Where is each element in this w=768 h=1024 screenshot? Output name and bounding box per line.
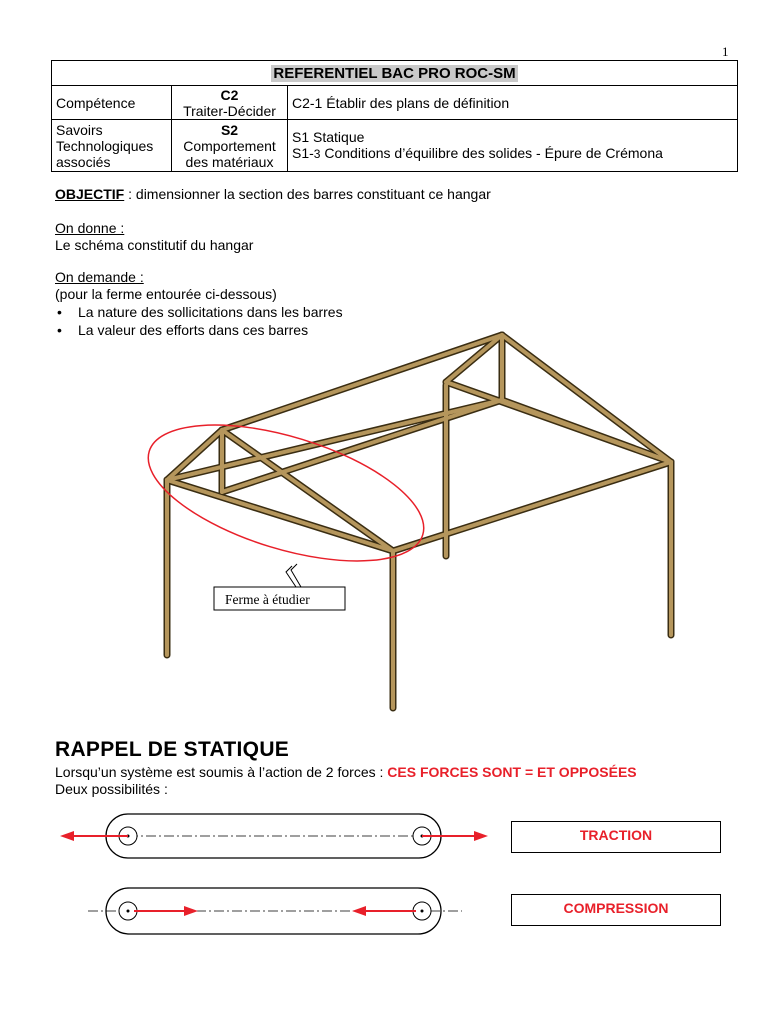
arrow-left-icon [60,831,74,841]
on-demande: On demande : (pour la ferme entourée ci-dessous) [55,269,277,302]
competence-code: C2 Traiter-Décider [172,86,288,120]
arrow-left-icon [352,906,366,916]
hangar-frame [167,335,671,708]
callout-label: Ferme à étudier [225,592,310,607]
rappel-title: RAPPEL DE STATIQUE [55,738,290,761]
competence-desc: C2-1 Établir des plans de définition [288,86,738,120]
competence-label: Compétence [52,86,172,120]
savoirs-label: Savoirs Technologiques associés [52,120,172,172]
list-item: • La valeur des efforts dans ces barres [55,321,343,339]
page-number: 1 [722,44,729,59]
traction-diagram [60,814,488,858]
objectif: OBJECTIF : dimensionner la section des barres constituant ce hangar [55,186,491,202]
traction-label: TRACTION [511,821,721,853]
on-donne: On donne : Le schéma constitutif du hangar [55,220,254,253]
compression-label: COMPRESSION [511,894,721,926]
compression-diagram [88,888,462,934]
arrow-right-icon [474,831,488,841]
savoirs-desc: S1 Statique S1-3 Conditions d’équilibre des solides - Épure de Crémona [288,120,738,172]
rappel-line1: Lorsqu’un système est soumis à l’action de 2 forces : CES FORCES SONT = ET OPPOSÉES [55,764,637,780]
rappel-line2: Deux possibilités : [55,781,168,797]
savoirs-code: S2 Comportement des matériaux [172,120,288,172]
list-item: • La nature des sollicitations dans les barres [55,303,343,321]
callout-leader [280,566,296,587]
table-title: REFERENTIEL BAC PRO ROC-SM [52,61,738,86]
arrow-right-icon [184,906,198,916]
